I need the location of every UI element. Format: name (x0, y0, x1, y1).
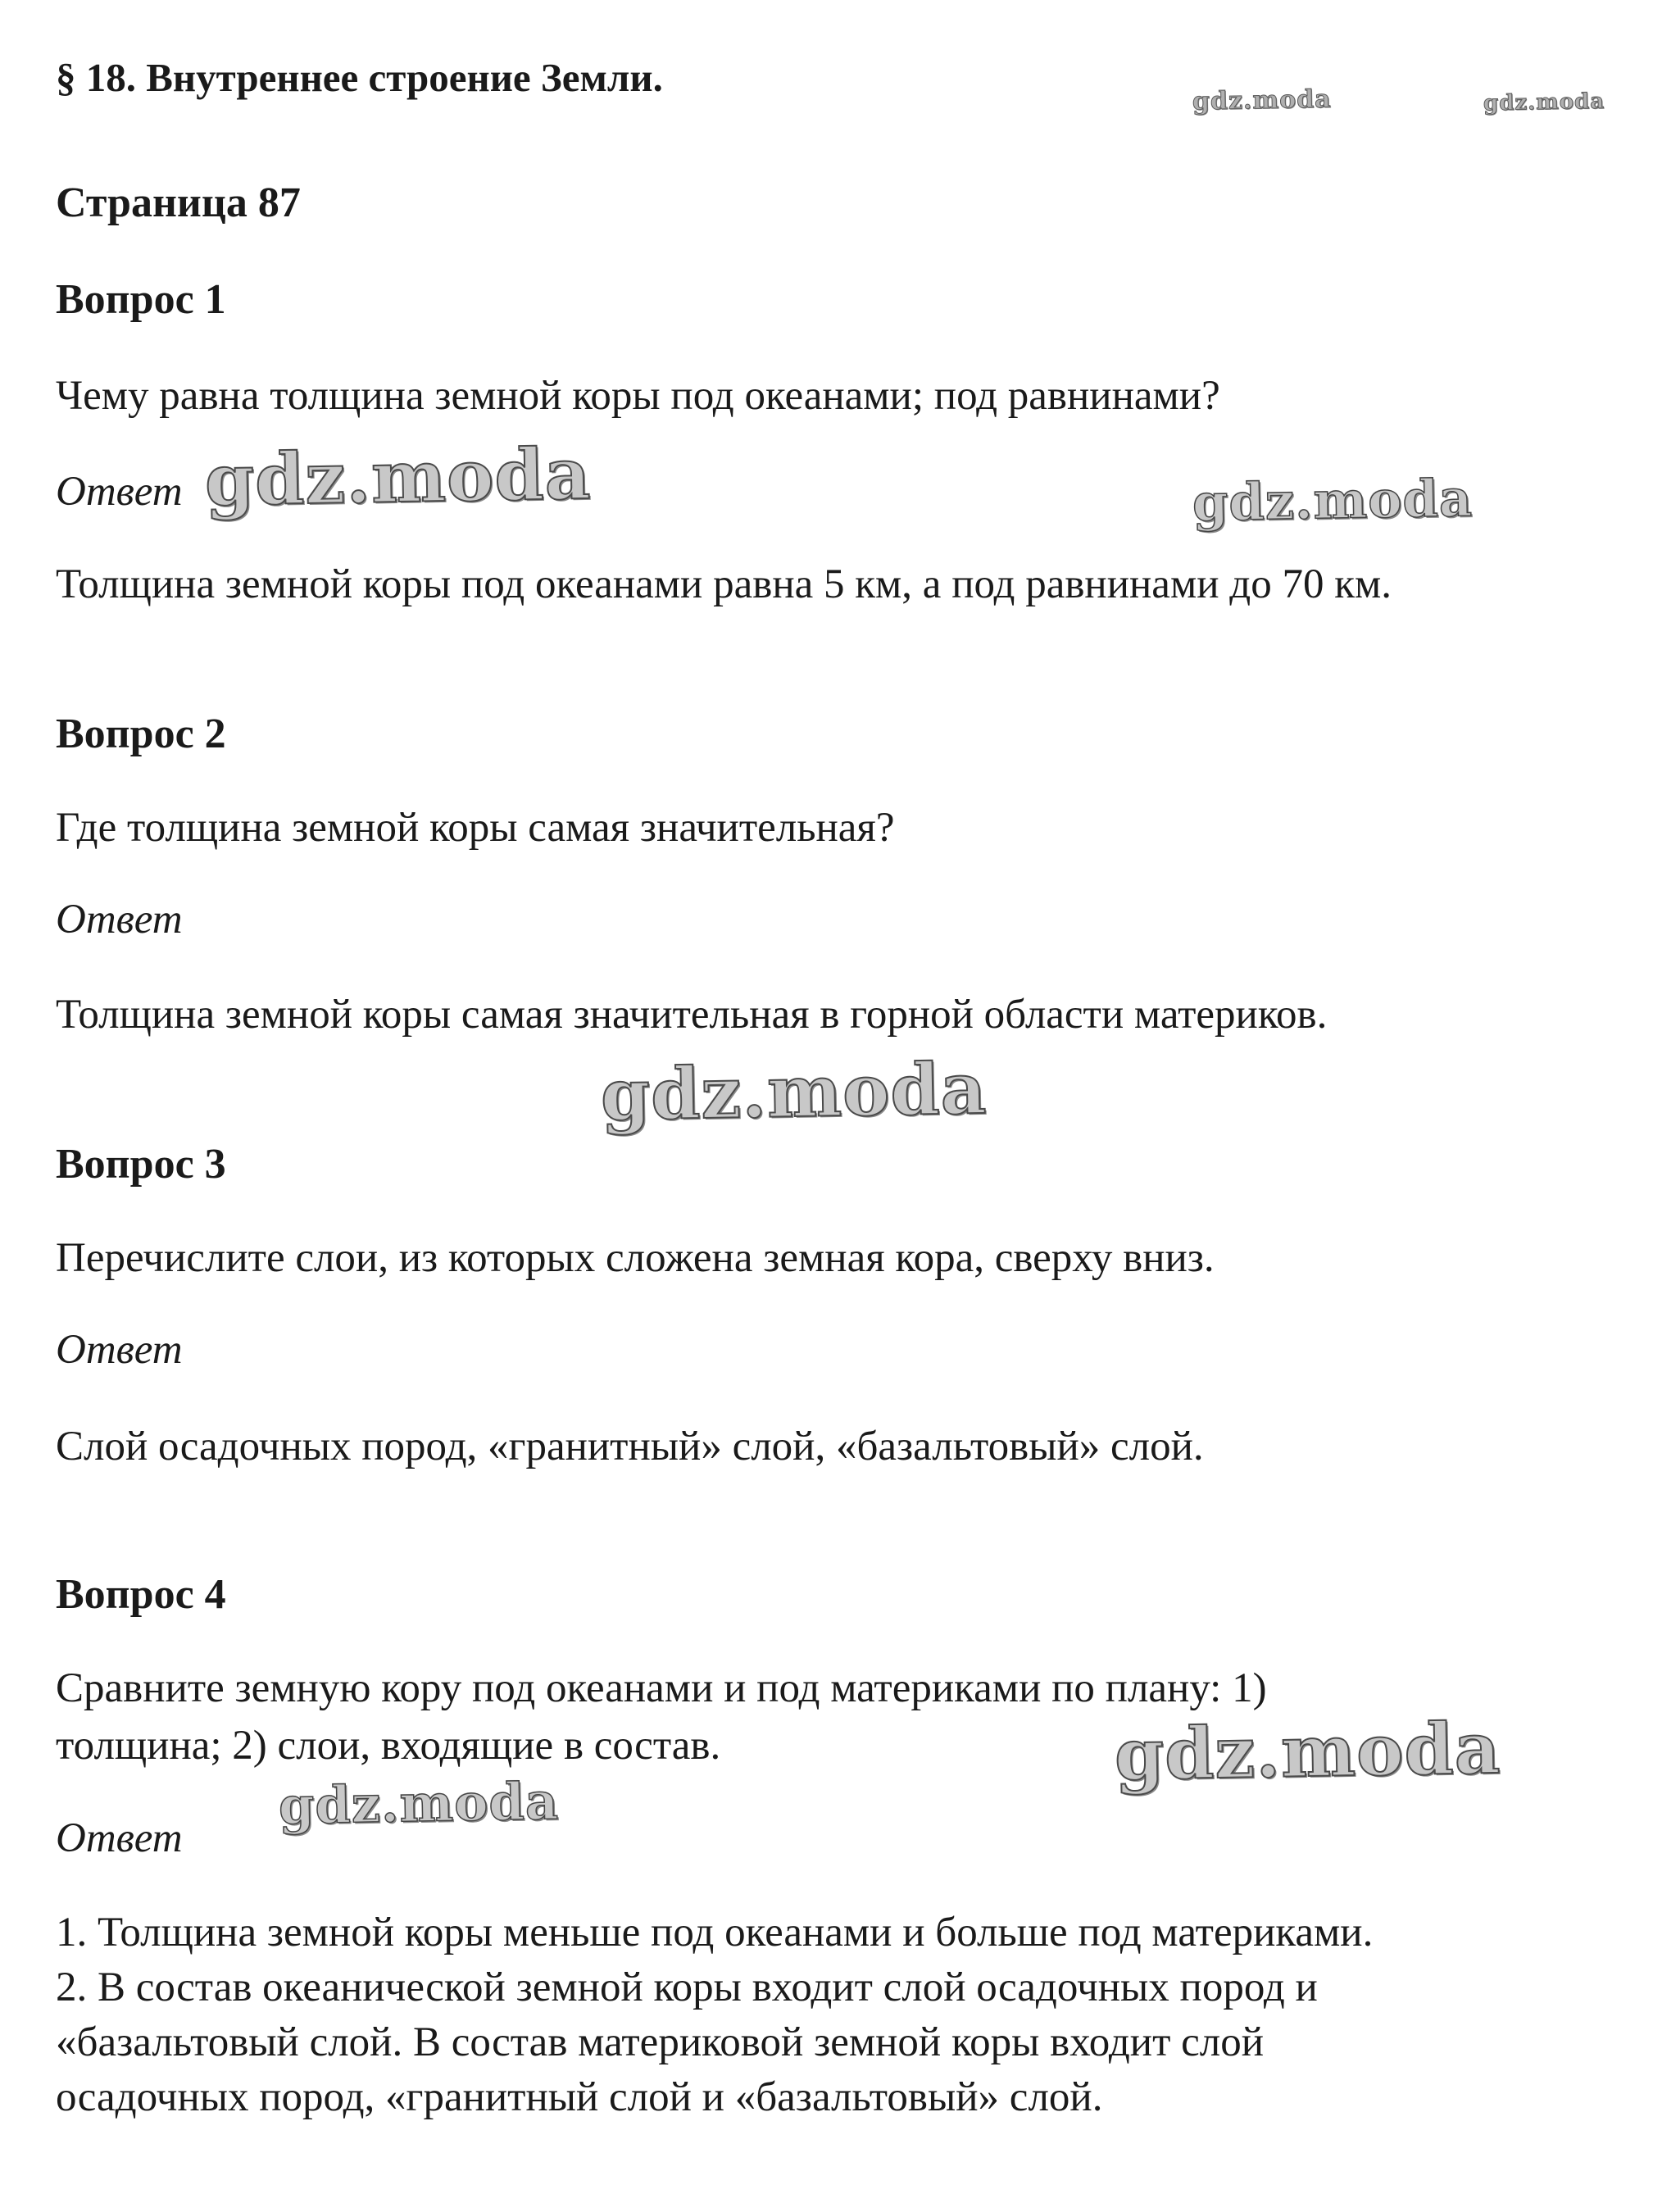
question-2-heading: Вопрос 2 (56, 711, 226, 757)
question-1-answer-line: Толщина земной коры под океанами равна 5 км, а под равнинами до 70 км. (56, 561, 1392, 607)
watermark: gdz.moda (1483, 89, 1605, 116)
question-3-heading: Вопрос 3 (56, 1141, 226, 1188)
question-2-text: Где толщина земной коры самая значительная? (56, 805, 895, 851)
question-4-answer-line-3: «базальтовый слой. В состав материковой земной коры входит слой (56, 2019, 1264, 2065)
question-3-answer-label: Ответ (56, 1327, 183, 1373)
page-number-label: Страница 87 (56, 179, 301, 226)
question-4-answer-line-1: 1. Толщина земной коры меньше под океанами и больше под материками. (56, 1910, 1374, 1955)
question-1-text: Чему равна толщина земной коры под океанами; под равнинами? (56, 373, 1220, 419)
question-4-heading: Вопрос 4 (56, 1571, 226, 1618)
question-3-text: Перечислите слои, из которых сложена земная кора, сверху вниз. (56, 1235, 1215, 1281)
watermark: gdz.moda (600, 1047, 988, 1138)
question-3-answer-line: Слой осадочных пород, «гранитный» слой, «базальтовый» слой. (56, 1424, 1204, 1469)
page-title: § 18. Внутреннее строение Земли. (56, 55, 663, 100)
watermark: gdz.moda (204, 432, 593, 523)
watermark: gdz.moda (1192, 468, 1474, 533)
question-4-answer-line-2: 2. В состав океанической земной коры входит слой осадочных пород и (56, 1964, 1318, 2010)
watermark: gdz.moda (278, 1771, 560, 1836)
question-4-answer-line-4: осадочных пород, «гранитный слой и «базальтовый» слой. (56, 2074, 1103, 2120)
question-4-text-line-1: Сравните земную кору под океанами и под материками по плану: 1) (56, 1665, 1267, 1711)
question-2-answer-label: Ответ (56, 897, 183, 942)
question-2-answer-line: Толщина земной коры самая значительная в горной области материков. (56, 992, 1328, 1038)
question-1-answer-label: Ответ (56, 469, 183, 515)
watermark: gdz.moda (1192, 84, 1332, 116)
question-4-text-line-2: толщина; 2) слои, входящие в состав. (56, 1723, 721, 1769)
question-1-heading: Вопрос 1 (56, 276, 226, 323)
question-4-answer-label: Ответ (56, 1815, 183, 1861)
watermark: gdz.moda (1114, 1706, 1502, 1797)
